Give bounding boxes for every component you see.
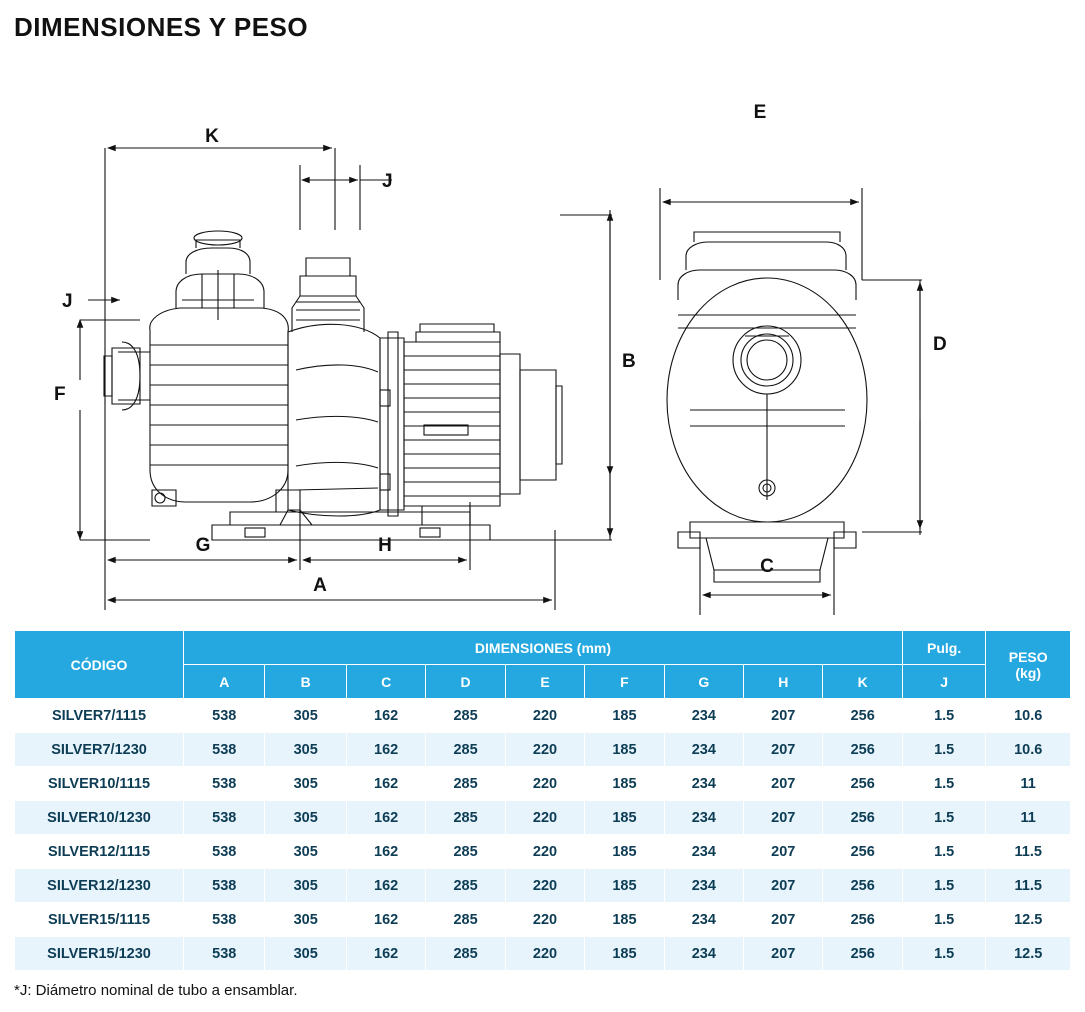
col-header-e: E bbox=[505, 665, 584, 699]
dimension-label-d: D bbox=[933, 334, 947, 355]
cell-code: SILVER15/1115 bbox=[15, 903, 184, 937]
cell-j: 1.5 bbox=[902, 767, 986, 801]
cell-d: 285 bbox=[426, 903, 505, 937]
cell-k: 256 bbox=[823, 767, 902, 801]
cell-e: 220 bbox=[505, 937, 584, 971]
col-group-peso bbox=[986, 631, 1071, 699]
cell-code: SILVER10/1115 bbox=[15, 767, 184, 801]
cell-e: 220 bbox=[505, 767, 584, 801]
cell-g: 234 bbox=[664, 767, 743, 801]
table-row bbox=[15, 767, 1071, 801]
cell-j: 1.5 bbox=[902, 835, 986, 869]
cell-e: 220 bbox=[505, 869, 584, 903]
cell-b: 305 bbox=[265, 869, 346, 903]
cell-e: 220 bbox=[505, 801, 584, 835]
col-header-a: A bbox=[184, 665, 265, 699]
cell-f: 185 bbox=[585, 835, 664, 869]
cell-a: 538 bbox=[184, 937, 265, 971]
dimension-label-h: H bbox=[378, 535, 392, 556]
table-row bbox=[15, 835, 1071, 869]
cell-b: 305 bbox=[265, 801, 346, 835]
cell-d: 285 bbox=[426, 767, 505, 801]
cell-h: 207 bbox=[744, 767, 823, 801]
cell-b: 305 bbox=[265, 733, 346, 767]
col-header-d: D bbox=[426, 665, 505, 699]
table-row bbox=[15, 869, 1071, 903]
cell-d: 285 bbox=[426, 937, 505, 971]
cell-a: 538 bbox=[184, 801, 265, 835]
cell-h: 207 bbox=[744, 835, 823, 869]
cell-c: 162 bbox=[346, 903, 425, 937]
cell-a: 538 bbox=[184, 767, 265, 801]
cell-a: 538 bbox=[184, 903, 265, 937]
table-header-row-1 bbox=[15, 631, 1071, 665]
cell-g: 234 bbox=[664, 733, 743, 767]
col-header-j: J bbox=[902, 665, 986, 699]
cell-d: 285 bbox=[426, 699, 505, 733]
cell-d: 285 bbox=[426, 733, 505, 767]
cell-f: 185 bbox=[585, 937, 664, 971]
cell-f: 185 bbox=[585, 733, 664, 767]
cell-b: 305 bbox=[265, 699, 346, 733]
dimension-label-j-left: J bbox=[62, 291, 73, 312]
cell-c: 162 bbox=[346, 733, 425, 767]
cell-code: SILVER12/1115 bbox=[15, 835, 184, 869]
cell-j: 1.5 bbox=[902, 733, 986, 767]
cell-h: 207 bbox=[744, 869, 823, 903]
table-row bbox=[15, 937, 1071, 971]
dimension-label-j-top: J bbox=[382, 171, 393, 192]
cell-g: 234 bbox=[664, 869, 743, 903]
dimension-label-g: G bbox=[195, 535, 211, 556]
cell-h: 207 bbox=[744, 937, 823, 971]
cell-j: 1.5 bbox=[902, 869, 986, 903]
technical-drawing bbox=[0, 70, 1085, 615]
cell-b: 305 bbox=[265, 903, 346, 937]
cell-weight: 11 bbox=[986, 767, 1071, 801]
table-row bbox=[15, 801, 1071, 835]
cell-j: 1.5 bbox=[902, 801, 986, 835]
table-row bbox=[15, 699, 1071, 733]
cell-b: 305 bbox=[265, 937, 346, 971]
cell-a: 538 bbox=[184, 835, 265, 869]
col-header-f: F bbox=[585, 665, 664, 699]
table-footnote: *J: Diámetro nominal de tubo a ensamblar. bbox=[14, 982, 298, 999]
cell-e: 220 bbox=[505, 733, 584, 767]
cell-f: 185 bbox=[585, 801, 664, 835]
dimension-label-f: F bbox=[54, 384, 66, 405]
cell-g: 234 bbox=[664, 801, 743, 835]
col-header-h: H bbox=[744, 665, 823, 699]
cell-e: 220 bbox=[505, 903, 584, 937]
table-row bbox=[15, 903, 1071, 937]
cell-c: 162 bbox=[346, 801, 425, 835]
cell-k: 256 bbox=[823, 937, 902, 971]
cell-k: 256 bbox=[823, 801, 902, 835]
cell-e: 220 bbox=[505, 835, 584, 869]
cell-f: 185 bbox=[585, 869, 664, 903]
cell-h: 207 bbox=[744, 801, 823, 835]
cell-weight: 11 bbox=[986, 801, 1071, 835]
cell-g: 234 bbox=[664, 835, 743, 869]
cell-b: 305 bbox=[265, 767, 346, 801]
page-title: DIMENSIONES Y PESO bbox=[14, 12, 309, 42]
col-group-pulg: Pulg. bbox=[902, 631, 986, 665]
dimension-label-k: K bbox=[205, 126, 219, 147]
cell-weight: 10.6 bbox=[986, 733, 1071, 767]
cell-d: 285 bbox=[426, 869, 505, 903]
cell-c: 162 bbox=[346, 699, 425, 733]
cell-k: 256 bbox=[823, 903, 902, 937]
cell-d: 285 bbox=[426, 801, 505, 835]
cell-code: SILVER7/1230 bbox=[15, 733, 184, 767]
col-header-codigo: CÓDIGO bbox=[15, 631, 184, 699]
dimension-label-c: C bbox=[760, 556, 774, 577]
peso-line1: PESO bbox=[1008, 648, 1048, 665]
cell-weight: 12.5 bbox=[986, 903, 1071, 937]
col-header-k: K bbox=[823, 665, 902, 699]
cell-weight: 11.5 bbox=[986, 869, 1071, 903]
cell-a: 538 bbox=[184, 733, 265, 767]
cell-f: 185 bbox=[585, 699, 664, 733]
cell-e: 220 bbox=[505, 699, 584, 733]
cell-weight: 11.5 bbox=[986, 835, 1071, 869]
cell-j: 1.5 bbox=[902, 699, 986, 733]
cell-k: 256 bbox=[823, 835, 902, 869]
cell-k: 256 bbox=[823, 733, 902, 767]
dimensions-table-wrap bbox=[14, 630, 1071, 971]
table-row bbox=[15, 733, 1071, 767]
cell-h: 207 bbox=[744, 733, 823, 767]
cell-j: 1.5 bbox=[902, 903, 986, 937]
cell-code: SILVER12/1230 bbox=[15, 869, 184, 903]
cell-g: 234 bbox=[664, 903, 743, 937]
cell-weight: 10.6 bbox=[986, 699, 1071, 733]
cell-c: 162 bbox=[346, 767, 425, 801]
cell-k: 256 bbox=[823, 699, 902, 733]
cell-g: 234 bbox=[664, 699, 743, 733]
cell-f: 185 bbox=[585, 903, 664, 937]
cell-g: 234 bbox=[664, 937, 743, 971]
cell-f: 185 bbox=[585, 767, 664, 801]
cell-c: 162 bbox=[346, 835, 425, 869]
cell-weight: 12.5 bbox=[986, 937, 1071, 971]
col-header-g: G bbox=[664, 665, 743, 699]
dimension-label-e: E bbox=[753, 102, 767, 123]
cell-c: 162 bbox=[346, 869, 425, 903]
cell-a: 538 bbox=[184, 699, 265, 733]
cell-code: SILVER15/1230 bbox=[15, 937, 184, 971]
cell-code: SILVER7/1115 bbox=[15, 699, 184, 733]
cell-k: 256 bbox=[823, 869, 902, 903]
col-header-b: B bbox=[265, 665, 346, 699]
dimension-label-a: A bbox=[313, 575, 327, 596]
cell-j: 1.5 bbox=[902, 937, 986, 971]
col-header-c: C bbox=[346, 665, 425, 699]
cell-h: 207 bbox=[744, 699, 823, 733]
dimension-label-b: B bbox=[622, 351, 636, 372]
peso-line2: (kg) bbox=[1015, 664, 1042, 681]
cell-b: 305 bbox=[265, 835, 346, 869]
cell-d: 285 bbox=[426, 835, 505, 869]
cell-h: 207 bbox=[744, 903, 823, 937]
dimensions-table bbox=[14, 630, 1071, 971]
col-group-dimensiones: DIMENSIONES (mm) bbox=[184, 631, 903, 665]
cell-a: 538 bbox=[184, 869, 265, 903]
cell-code: SILVER10/1230 bbox=[15, 801, 184, 835]
cell-c: 162 bbox=[346, 937, 425, 971]
